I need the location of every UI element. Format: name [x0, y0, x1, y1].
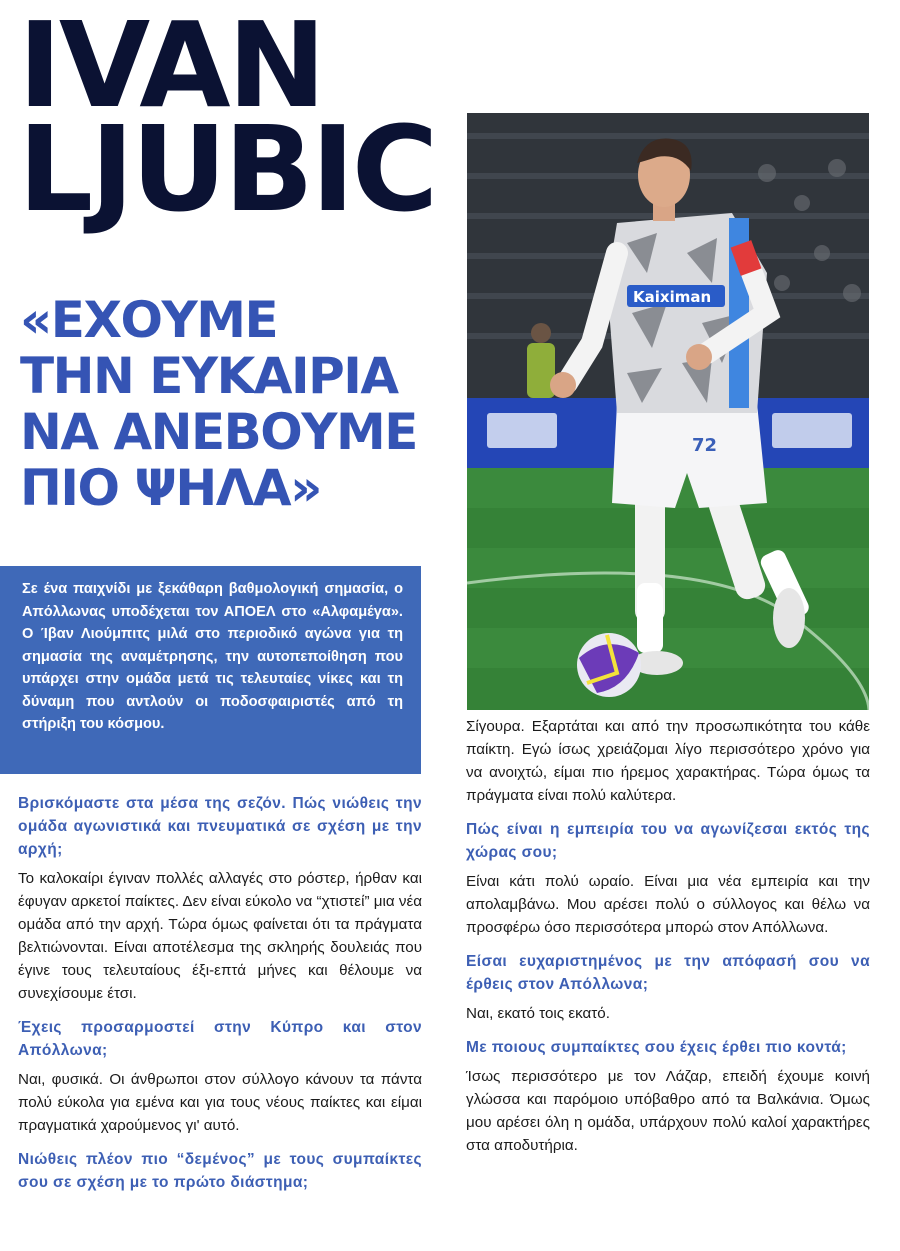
interview-answer: Ίσως περισσότερο με τον Λάζαρ, επειδή έχουμε κοινή γλώσσα και παρόμοιο υπόβαθρο από τα Βαλκάνια. Όμως μου αρέσει όλη η ομάδα, υπάρχουν πολύ καλοί χαρακτήρες στα αποδυτήρια. — [466, 1068, 870, 1154]
title-last-name: LJUBIC — [18, 100, 436, 238]
interview-question: Έχεις προσαρμοστεί στην Κύπρο και στον Απόλλωνα; — [18, 1019, 422, 1059]
title-first-name: IVAN — [18, 0, 324, 134]
intro-box — [0, 566, 421, 774]
headline-line: ΠΙΟ ΨΗΛΑ» — [20, 459, 321, 517]
interview-column-left — [18, 792, 422, 1194]
interview-question: Πώς είναι η εμπειρία του να αγωνίζεσαι εκτός της χώρας σου; — [466, 821, 870, 861]
interview-answer: Ναι, φυσικά. Οι άνθρωποι στον σύλλογο κάνουν τα πάντα πολύ εύκολα για εμένα και για τους νέους παίκτες και είμαι πραγματικά χαρούμενος γι' αυτό. — [18, 1071, 422, 1134]
headline-quote — [20, 292, 460, 516]
headline-line: ΝΑ ΑΝΕΒΟΥΜΕ — [20, 403, 417, 461]
interview-answer: Σίγουρα. Εξαρτάται και από την προσωπικότητα του κάθε παίκτη. Εγώ ίσως χρειάζομαι λίγο περισσότερο χρόνο για να ανοιχτώ, είμαι πιο ήρεμος χαρακτήρας. Τώρα όμως τα πράγματα είναι πολύ καλύτερα. — [466, 718, 870, 804]
interview-question: Βρισκόμαστε στα μέσα της σεζόν. Πώς νιώθεις την ομάδα αγωνιστικά και πνευματικά σε σχέση με την αρχή; — [18, 795, 422, 858]
shirt-sponsor: Kaiximan — [633, 288, 712, 306]
interview-question: Με ποιους συμπαίκτες σου έχεις έρθει πιο κοντά; — [466, 1039, 847, 1056]
intro-text: Σε ένα παιχνίδι με ξεκάθαρη βαθμολογική σημασία, ο Απόλλωνας υποδέχεται τον ΑΠΟΕΛ στο «Αλφαμέγα». Ο Ίβαν Λιούμπιτς μιλά στο περιοδικό αγώνα για τη σημασία της αναμέτρησης, την αυτοπεποίθηση που υπάρχει στην ομάδα μετά τις τελευταίες νίκες και τη δύναμη που αντλούν οι ποδοσφαιριστές από τη στήριξη του κόσμου. — [22, 581, 403, 732]
interview-answer: Ναι, εκατό τοις εκατό. — [466, 1005, 610, 1022]
shorts-number: 72 — [692, 435, 718, 456]
interview-question: Νιώθεις πλέον πιο “δεμένος” με τους συμπαίκτες σου σε σχέση με το πρώτο διάστημα; — [18, 1151, 422, 1191]
headline-line: «ΕΧΟΥΜΕ — [20, 291, 278, 349]
interview-answer: Το καλοκαίρι έγιναν πολλές αλλαγές στο ρόστερ, ήρθαν και έφυγαν αρκετοί παίκτες. Δεν είναι εύκολο να “χτιστεί” μια νέα ομάδα από την αρχή. Τώρα όμως φαίνεται ότι τα πράγματα βελτιώνονται. Είναι αποτέλεσμα της σκληρής δουλειάς που έγινε τους τελευταίους έξι-επτά μήνες και θέλουμε να συνεχίσουμε έτσι. — [18, 870, 422, 1002]
headline-line: ΤΗΝ ΕΥΚΑΙΡΙΑ — [20, 347, 398, 405]
interview-answer: Είναι κάτι πολύ ωραίο. Είναι μια νέα εμπειρία και την απολαμβάνω. Μου αρέσει πολύ ο σύλλογος και θέλω να προσφέρω όσο περισσότερα μπορώ στον Απόλλωνα. — [466, 873, 870, 936]
player-photo — [467, 113, 869, 710]
interview-column-right — [466, 715, 870, 1168]
interview-question: Είσαι ευχαριστημένος με την απόφασή σου να έρθεις στον Απόλλωνα; — [466, 953, 870, 993]
